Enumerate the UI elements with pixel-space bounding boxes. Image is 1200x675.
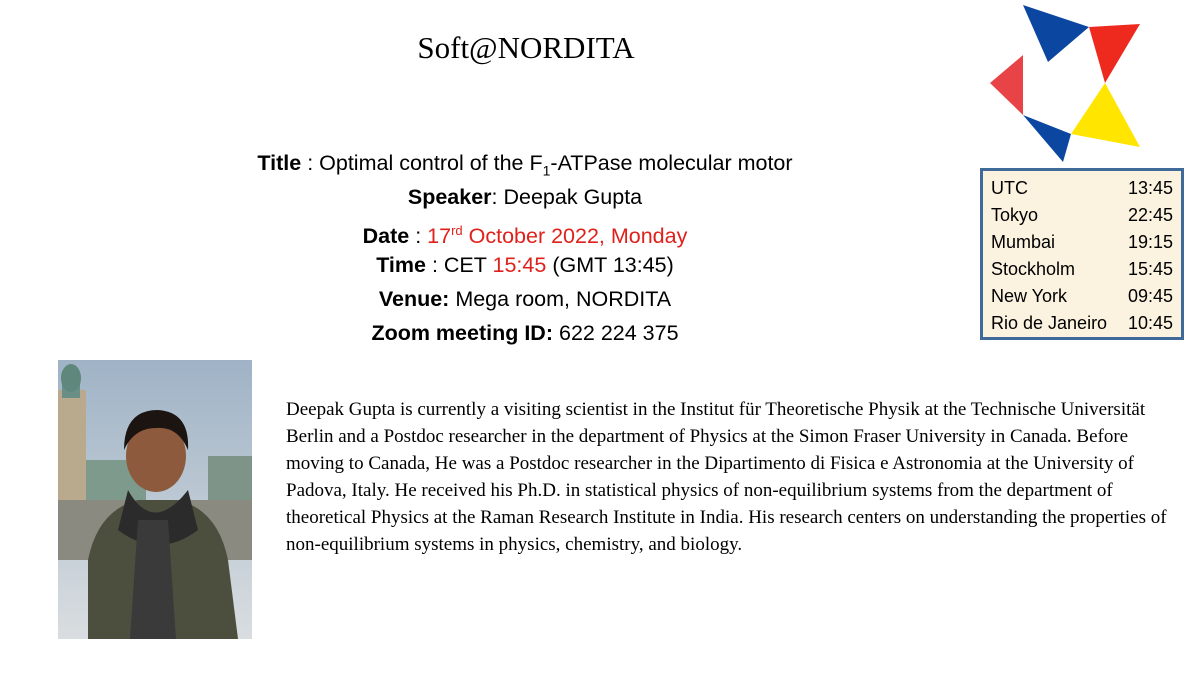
timezone-table (980, 168, 1184, 340)
talk-title-sub: 1 (542, 162, 551, 179)
timezone-row (991, 256, 1173, 283)
timezone-city: Tokyo (991, 205, 1039, 225)
venue-label: Venue: (378, 287, 450, 311)
date-suffix: rd (451, 223, 463, 238)
zoom-id: 622 224 375 (558, 321, 679, 345)
timezone-city: UTC (991, 178, 1028, 198)
date-label: Date (362, 224, 410, 249)
timezone-row (991, 229, 1173, 256)
speaker-label: Speaker (407, 185, 492, 209)
timezone-time: 15:45 (1127, 259, 1173, 279)
time-prefix: CET (443, 253, 487, 277)
speaker-photo (58, 360, 252, 639)
time-cet: 15:45 (492, 253, 547, 277)
timezone-time: 10:45 (1127, 313, 1173, 333)
page-title: Soft@NORDITA (417, 30, 635, 65)
time-label: Time (376, 253, 426, 277)
timezone-city: Stockholm (991, 259, 1076, 279)
timezone-time: 22:45 (1127, 205, 1173, 225)
timezone-city: Rio de Janeiro (991, 313, 1108, 333)
venue-value: Mega room, NORDITA (455, 287, 672, 311)
time-line: Time : CET 15:45 (GMT 13:45) (376, 253, 674, 277)
logo-red-left (990, 55, 1023, 115)
logo-yellow-bottom (1071, 83, 1140, 147)
timezone-time: 19:15 (1127, 232, 1173, 252)
zoom-line (220, 316, 830, 350)
timezone-city: Mumbai (991, 232, 1056, 252)
timezone-time: 13:45 (1127, 178, 1173, 198)
speaker-bio: Deepak Gupta is currently a visiting scientist in the Institut für Theoretische Physik at the Technische Universität Berlin and a Postdoc researcher in the department of Physics at the Simon Fraser University in Canada. Before moving to Canada, He was a Postdoc researcher in the Dipartimento di Fisica e Astronomia at the University of Padova, Italy. He received his Ph.D. in statistical physics of non-equilibrium systems from the department of theoretical Physics at the Raman Research Institute in India. His research centers on understanding the properties of non-equilibrium systems in physics, chemistry, and biology. (286, 399, 1167, 555)
date-day: 17 (427, 224, 452, 249)
talk-title-line: Title : Optimal control of the $F_1$-ATPase molecular motor (257, 151, 793, 179)
timezone-city: New York (991, 286, 1068, 306)
speaker-photo-illustration (58, 360, 252, 639)
speaker-line: Speaker: Deepak Gupta (407, 185, 643, 209)
logo-blue-bottom (1023, 115, 1071, 162)
timezone-row (991, 175, 1173, 202)
timezone-row (991, 202, 1173, 229)
logo-blue-top (1023, 5, 1089, 62)
timezone-row (991, 283, 1173, 310)
venue-line (220, 282, 830, 316)
talk-info (220, 146, 830, 350)
timezone-time: 09:45 (1127, 286, 1173, 306)
talk-title-post: -ATPase molecular motor (550, 151, 793, 175)
date-rest: October 2022, Monday (462, 224, 688, 249)
talk-title-pre: Optimal control of the F (319, 151, 543, 175)
timezone-row (991, 310, 1173, 337)
date-line: Date : 17rd October 2022, Monday (362, 223, 688, 249)
zoom-label: Zoom meeting ID: (371, 321, 553, 345)
nordita-star-logo (988, 2, 1140, 164)
time-gmt: (GMT 13:45) (552, 253, 674, 277)
title-label: Title (257, 151, 302, 175)
date-value (427, 224, 687, 248)
speaker-name: Deepak Gupta (503, 185, 643, 209)
logo-red-right (1089, 24, 1140, 83)
